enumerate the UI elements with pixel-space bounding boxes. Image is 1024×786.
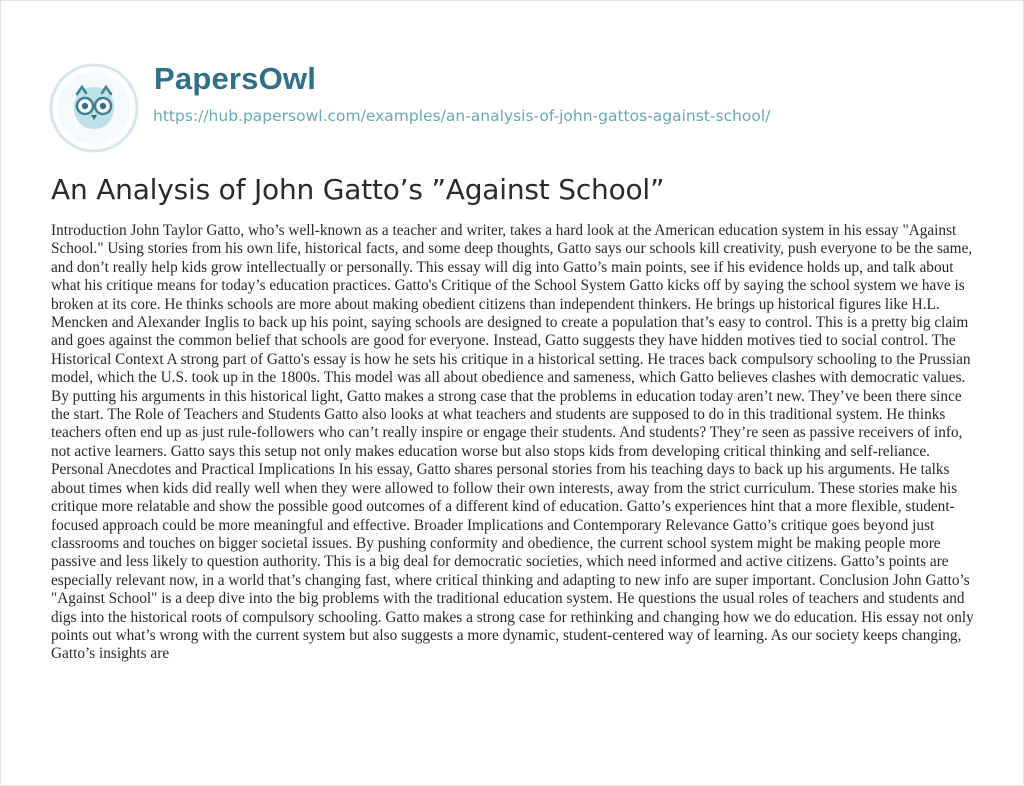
essay-title: An Analysis of John Gatto’s ”Against School”	[51, 173, 665, 206]
brand-name[interactable]: PapersOwl	[154, 61, 317, 96]
source-url[interactable]: https://hub.papersowl.com/examples/an-analysis-of-john-gattos-against-school/	[153, 107, 771, 125]
page-header	[1, 1, 1024, 161]
essay-body: Introduction John Taylor Gatto, who’s well-known as a teacher and writer, takes a hard look at the American education system in his essay "Against School." Using stories from his own life, historical facts, and some deep thoughts, Gatto says our schools kill creativity, push everyone to be the same, and don’t really help kids grow intellectually or personally. This essay will dig into Gatto’s main points, see if his evidence holds up, and talk about what his critique means for today’s education practices. Gatto's Critique of the School System Gatto kicks off by saying the school system we have is broken at its core. He thinks schools are more about making obedient citizens than independent thinkers. He brings up historical figures like H.L. Mencken and Alexander Inglis to back up his point, saying schools are designed to create a population that’s easy to control. This is a pretty big claim and goes against the common belief that schools are good for everyone. Instead, Gatto suggests they have hidden motives tied to social control. The Historical Context A strong part of Gatto's essay is how he sets his critique in a historical setting. He traces back compulsory schooling to the Prussian model, which the U.S. took up in the 1800s. This model was all about obedience and sameness, which Gatto believes clashes with democratic values. By putting his arguments in this historical light, Gatto makes a strong case that the problems in education today aren’t new. They’ve been there since the start. The Role of Teachers and Students Gatto also looks at what teachers and students are supposed to do in this traditional system. He thinks teachers often end up as just rule-followers who can’t really inspire or engage their students. And students? They’re seen as passive receivers of info, not active learners. Gatto says this setup not only makes education worse but also stops kids from developing critical thinking and self-reliance. Personal Anecdotes and Practical Implications In his essay, Gatto shares personal stories from his teaching days to back up his arguments. He talks about times when kids did really well when they were allowed to follow their own interests, away from the strict curriculum. These stories make his critique more relatable and show the possible good outcomes of a different kind of education. Gatto’s experiences hint that a more flexible, student-focused approach could be more meaningful and effective. Broader Implications and Contemporary Relevance Gatto’s critique goes beyond just classrooms and touches on bigger societal issues. By pushing conformity and obedience, the current school system might be making people more passive and less likely to question authority. This is a big deal for democratic societies, which need informed and active citizens. Gatto’s points are especially relevant now, in a world that’s changing fast, where critical thinking and adapting to new info are super important. Conclusion John Gatto’s "Against School" is a deep dive into the big problems with the traditional education system. He questions the usual roles of teachers and students and digs into the historical roots of compulsory schooling. Gatto makes a strong case for rethinking and changing how we do education. His essay not only points out what’s wrong with the current system but also suggests a more dynamic, student-centered way of learning. As our society keeps changing, Gatto’s insights are	[51, 222, 974, 663]
owl-logo-icon	[49, 63, 139, 153]
